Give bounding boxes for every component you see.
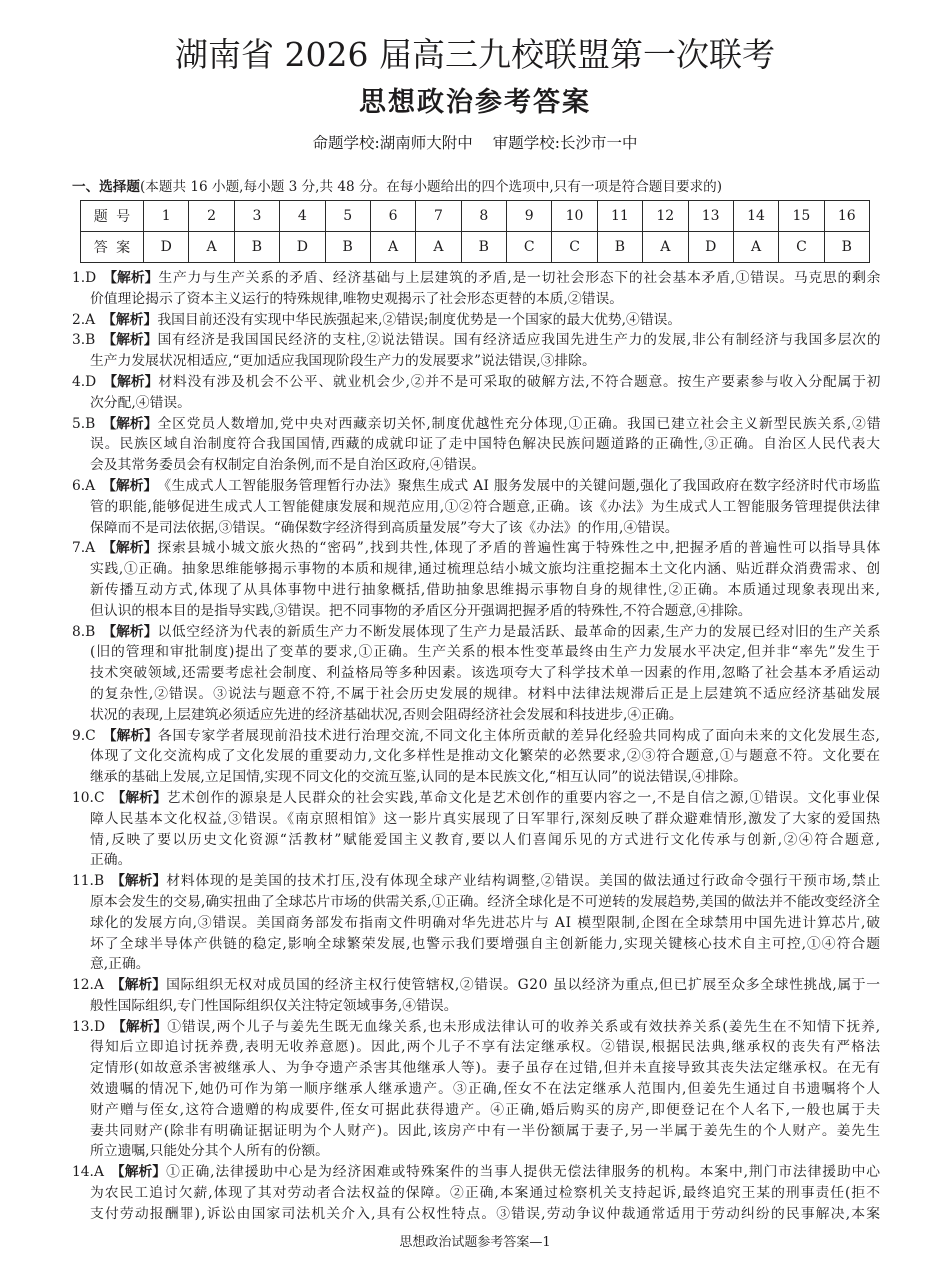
question-number-cell: 7 — [416, 201, 461, 232]
analysis-tag: 【解析】 — [103, 373, 159, 390]
explanation-line — [90, 1183, 880, 1204]
question-answer: A — [85, 311, 96, 328]
explanation-text: (旧的管理和审批制度)提出了变革的要求,①正确。生产关系的根本性变革最终由生产力发展水平决定,但并非“率先”发生于 — [90, 644, 881, 661]
explanation-text: 继承的基础上发展,立足国情,实现不同文化的交流互鉴,认同的是本民族文化,“相互认同”的说法错误,④排除。 — [90, 769, 747, 786]
explanation-line — [90, 351, 880, 372]
explanation-text: ①正确,法律援助中心是为经济困难或特殊案件的当事人提供无偿法律服务的机构。本案中,荆门市法律援助中心 — [166, 1164, 881, 1181]
question-answer: D — [85, 373, 97, 390]
explanation-line — [90, 913, 880, 934]
question-number-cell: 15 — [779, 201, 824, 232]
question-number: 6. — [72, 477, 86, 494]
explanation-item — [72, 414, 880, 476]
explanation-first-line — [72, 310, 880, 331]
explanation-text: 误。民族区域自治制度符合我国国情,西藏的成就印证了走中国特色解决民族问题道路的正确性,③正确。自治区人民代表大 — [90, 436, 881, 453]
analysis-tag: 【解析】 — [103, 270, 159, 286]
explanation-text-box — [157, 310, 880, 331]
answer-cell: A — [370, 232, 415, 263]
explanation-item — [72, 1162, 880, 1224]
explanation-item — [72, 1017, 880, 1163]
question-number: 2. — [72, 311, 86, 328]
explanation-line — [90, 705, 880, 726]
question-number: 14. — [72, 1164, 94, 1181]
explanation-line — [90, 1121, 880, 1142]
explanation-text-box — [157, 476, 880, 497]
explanation-text-box — [158, 268, 880, 289]
explanation-text: 球化的发展方向,③错误。美国商务部发布指南文件明确对华先进芯片与 AI 模型限制,企图在全球禁用中国先进计算芯片,破 — [90, 914, 881, 931]
question-number-cell: 10 — [552, 201, 597, 232]
question-number-cell: 14 — [733, 201, 778, 232]
question-number: 4. — [72, 373, 86, 390]
explanation-first-line — [72, 1162, 880, 1183]
analysis-tag: 【解析】 — [112, 1018, 168, 1035]
question-answer: A — [85, 477, 96, 494]
question-number: 5. — [72, 415, 86, 432]
question-answer: B — [85, 332, 96, 349]
answer-cell: A — [416, 232, 461, 263]
explanation-first-line — [72, 726, 880, 747]
explanation-text: 妻共同财产(除非有明确证据证明为个人财产)。因此,该房产中有一半份额属于妻子,另一半属于姜先生的个人财产。姜先生 — [90, 1122, 881, 1139]
explanation-line — [90, 684, 880, 705]
question-number: 13. — [72, 1018, 94, 1035]
explanation-text-box — [158, 414, 881, 435]
question-label — [72, 538, 95, 559]
analysis-tag: 【解析】 — [110, 1164, 167, 1181]
answer-cell: A — [189, 232, 234, 263]
question-label — [72, 622, 95, 643]
explanation-text: 《生成式人工智能服务管理暂行办法》聚焦生成式 AI 服务发展中的关键问题,强化了我国政府在数字经济时代市场监 — [157, 477, 881, 494]
answer-cell: A — [733, 232, 778, 263]
question-label — [72, 310, 95, 331]
explanation-line — [90, 393, 880, 414]
explanation-text: 全区党员人数增加,党中央对西藏亲切关怀,制度优越性充分体现,①正确。我国已建立社会主义新型民族关系,②错 — [157, 415, 882, 432]
explanation-line — [90, 830, 880, 851]
explanation-item — [72, 726, 880, 788]
question-number: 8. — [72, 623, 86, 640]
explanation-item — [72, 975, 880, 1017]
explanation-text: 状况的表现,上层建筑必须适应先进的经济基础状况,否则会阻碍经济社会发展和科技进步,④正确。 — [90, 706, 683, 723]
explanation-line — [90, 642, 880, 663]
question-label — [72, 788, 105, 809]
explanation-text: 保障而不是司法依据,③错误。“确保数字经济得到高质量发展”夸大了该《办法》的作用,④错误。 — [90, 519, 679, 536]
question-label — [72, 372, 96, 393]
question-answer: A — [93, 1164, 104, 1181]
explanation-text-box — [158, 726, 880, 747]
explanation-text: 技术突破领域,还需要考虑社会制度、利益格局等多种因素。该选项夸大了科学技术单一因素的作用,忽略了社会基本矛盾运动 — [90, 665, 881, 682]
explanation-text: 情,反映了要以历史文化资源“活教材”赋能爱国主义教育,要以人们喜闻乐见的方式进行文化传承与创新,②④符合题意, — [90, 831, 882, 848]
proposing-school: 命题学校:湖南师大附中 — [312, 134, 473, 152]
question-label — [72, 871, 104, 892]
section-label: 一、选择题 — [72, 179, 140, 195]
explanation-line — [90, 518, 880, 539]
answer-cell: B — [597, 232, 642, 263]
document-subtitle: 思想政治参考答案 — [359, 87, 591, 118]
analysis-tag: 【解析】 — [102, 623, 158, 640]
explanation-line — [90, 663, 880, 684]
explanation-text: 般性国际组织,专门性国际组织仅关注特定领域事务,④错误。 — [90, 997, 458, 1014]
answer-cell: B — [461, 232, 506, 263]
explanation-text: 得知后立即追讨抚养费,表明无收养意愿)。因此,两个儿子不享有法定继承权。②错误,根据民法典,继承权的丧失有严格法 — [90, 1039, 882, 1056]
explanation-line — [90, 1037, 880, 1058]
question-number: 7. — [72, 540, 86, 557]
explanation-text-box — [166, 1162, 880, 1183]
explanation-text: 生产力与生产关系的矛盾、经济基础与上层建筑的矛盾,是一切社会形态下的社会基本矛盾,①错误。马克思的剩余 — [158, 270, 882, 286]
explanation-text: 坏了全球半导体产供链的稳定,影响全球繁荣发展,也警示我们要增强自主创新能力,实现关键核心技术自主可控,①④符合题 — [90, 935, 881, 952]
section-note: (本题共 16 小题,每小题 3 分,共 48 分。在每小题给出的四个选项中,只有一项是符合题目要求的) — [139, 179, 723, 195]
explanation-text: 价值理论揭示了资本主义运行的特殊规律,唯物史观揭示了社会形态更替的本质,②错误。 — [90, 290, 624, 307]
explanation-text-box — [158, 622, 881, 643]
analysis-tag: 【解析】 — [102, 477, 158, 494]
explanation-first-line — [72, 372, 880, 393]
question-number-cell: 12 — [643, 201, 688, 232]
explanation-line — [90, 1079, 880, 1100]
explanation-text: 所立遗嘱,只能处分其个人所有的份额。 — [90, 1143, 329, 1160]
question-number-cell: 5 — [325, 201, 370, 232]
question-number-row-label: 题号 — [81, 201, 144, 232]
explanation-text-box — [157, 538, 880, 559]
question-number-cell: 11 — [597, 201, 642, 232]
explanation-text: 正确。 — [90, 852, 132, 869]
explanation-first-line — [72, 268, 880, 289]
explanation-first-line — [72, 1017, 880, 1038]
question-answer: A — [93, 977, 104, 994]
explanation-text: 但认识的根本目的是指导实践,③错误。把不同事物的矛盾区分开强调把握矛盾的特殊性,不符合题意,④排除。 — [90, 602, 752, 619]
explanation-line — [90, 934, 880, 955]
explanation-text: 意,正确。 — [90, 956, 150, 973]
analysis-tag: 【解析】 — [110, 977, 167, 994]
question-label — [72, 1162, 104, 1183]
answer-row — [81, 232, 870, 263]
explanation-item — [72, 372, 880, 414]
explanation-item — [72, 476, 880, 538]
explanation-line — [90, 497, 880, 518]
explanation-text: 国有经济是我国国民经济的支柱,②说法错误。国有经济适应我国先进生产力的发展,非公有制经济与我国多层次的 — [157, 332, 882, 349]
explanation-text: 效遗嘱的情况下,她仍可作为第一顺序继承人继承遗产。③正确,侄女不在法定继承人范围内,但姜先生通过自书遗嘱将个人 — [90, 1081, 882, 1098]
answer-cell: B — [824, 232, 869, 263]
question-number-row — [81, 201, 870, 232]
question-number: 3. — [72, 332, 86, 349]
exam-title: 湖南省 2026 届高三九校联盟第一次联考 — [175, 35, 775, 74]
explanation-line — [90, 1100, 880, 1121]
explanation-line — [90, 767, 880, 788]
explanation-text-box — [167, 788, 880, 809]
explanation-first-line — [72, 788, 880, 809]
question-answer: B — [93, 873, 105, 890]
explanation-text: 体现了文化交流构成了文化发展的重要动力,文化多样性是推动文化繁荣的必然要求,②③符合题意,①与题意不符。文化要在 — [90, 748, 881, 765]
explanation-item — [72, 538, 880, 621]
explanation-text: 实践,①正确。抽象思维能够揭示事物的本质和规律,通过梳理总结小城文旅均注重挖掘本土文化内涵、贴近群众消费需求、创 — [90, 561, 881, 578]
answer-cell: C — [552, 232, 597, 263]
explanation-text: 探索县城小城文旅火热的“密码”,找到共性,体现了矛盾的普遍性寓于特殊性之中,把握矛盾的普遍性可以指导具体 — [157, 540, 882, 557]
explanation-first-line — [72, 975, 880, 996]
question-label — [72, 476, 95, 497]
question-number-cell: 1 — [144, 201, 189, 232]
school-credits — [0, 133, 950, 153]
explanation-line — [90, 559, 880, 580]
analysis-tag: 【解析】 — [102, 415, 158, 432]
explanation-text-box — [167, 1017, 880, 1038]
section-heading — [72, 177, 892, 197]
explanation-text: 各国专家学者展现前沿技术进行治理交流,不同文化主体所贡献的差异化经验共同构成了面向未来的文化发展生态, — [157, 727, 881, 744]
answer-cell: C — [507, 232, 552, 263]
explanation-text: 次分配,④错误。 — [90, 394, 191, 411]
explanation-line — [90, 809, 880, 830]
explanation-text: 为农民工追讨欠薪,体现了其对劳动者合法权益的保障。②正确,本案通过检察机关支持起诉,最终追究王某的刑事责任(拒不 — [90, 1185, 881, 1202]
explanation-text: 管的职能,能够促进生成式人工智能健康发展和规范应用,①②符合题意,正确。该《办法》为生成式人工智能服务管理提供法律 — [90, 498, 881, 515]
explanation-text: 会及其常务委员会有权制定自治条例,而不是自治区政府,④错误。 — [90, 457, 486, 474]
explanation-first-line — [72, 330, 880, 351]
explanation-first-line — [72, 622, 880, 643]
explanation-line — [90, 1204, 880, 1225]
question-number-cell: 2 — [189, 201, 234, 232]
analysis-tag: 【解析】 — [102, 727, 158, 744]
question-label — [72, 975, 104, 996]
explanation-text-box — [158, 372, 880, 393]
explanation-first-line — [72, 476, 880, 497]
answer-cell: D — [144, 232, 189, 263]
page-footer: 思想政治试题参考答案—1 — [399, 1235, 551, 1250]
explanation-text: 定情形(如故意杀害被继承人、为争夺遗产杀害其他继承人等)。妻子虽存在过错,但并未直接导致其丧失法定继承权。在无有 — [90, 1060, 881, 1077]
explanation-item — [72, 330, 880, 372]
question-number-cell: 6 — [370, 201, 415, 232]
question-number-cell: 13 — [688, 201, 733, 232]
question-number: 12. — [72, 977, 94, 994]
answer-row-label: 答案 — [81, 232, 144, 263]
explanation-first-line — [72, 538, 880, 559]
answer-cell: B — [325, 232, 370, 263]
explanation-text: 以低空经济为代表的新质生产力不断发展体现了生产力是最活跃、最革命的因素,生产力的发展已经对旧的生产关系 — [157, 623, 882, 640]
explanation-text: 材料没有涉及机会不公平、就业机会少,②并不是可采取的破解方法,不符合题意。按生产要素参与收入分配属于初 — [158, 373, 882, 390]
explanation-first-line — [72, 871, 880, 892]
explanation-item — [72, 268, 880, 310]
explanation-text: 障人民基本文化权益,③错误。《南京照相馆》这一影片真实展现了日军罪行,深刻反映了群众避难情形,激发了大家的爱国热 — [90, 810, 881, 827]
explanation-text: 国际组织无权对成员国的经济主权行使管辖权,②错误。G20 虽以经济为重点,但已扩展至众多全球性挑战,属于一 — [166, 977, 881, 994]
question-answer: A — [85, 540, 96, 557]
explanation-text: 的复杂性,②错误。③说法与题意不符,不属于社会历史发展的规律。材料中法律法规滞后正是上层建筑不适应经济基础发展 — [90, 685, 881, 702]
question-answer: B — [85, 415, 96, 432]
explanation-text: 艺术创作的源泉是人民群众的社会实践,革命文化是艺术创作的重要内容之一,不是自信之源,①错误。文化事业保 — [166, 789, 881, 806]
explanation-line — [90, 892, 880, 913]
explanation-line — [90, 850, 880, 871]
answer-cell: D — [280, 232, 325, 263]
question-number-cell: 16 — [824, 201, 869, 232]
answer-table — [80, 200, 870, 263]
explanation-line — [90, 434, 880, 455]
explanation-first-line — [72, 414, 880, 435]
explanation-text: 财产赠与侄女,这符合遗赠的构成要件,侄女可据此获得遗产。④正确,婚后购买的房产,即便登记在个人名下,一般也属于夫 — [90, 1101, 882, 1118]
question-label — [72, 330, 95, 351]
analysis-tag: 【解析】 — [111, 789, 167, 806]
analysis-tag: 【解析】 — [102, 540, 158, 557]
explanation-line — [90, 996, 880, 1017]
explanation-text-box — [166, 871, 880, 892]
question-number: 11. — [72, 873, 94, 890]
explanation-text: 我国目前还没有实现中华民族强起来,②错误;制度优势是一个国家的最大优势,④错误。 — [157, 311, 682, 328]
answer-cell: C — [779, 232, 824, 263]
explanation-line — [90, 601, 880, 622]
explanation-text-box — [166, 975, 880, 996]
question-answer: C — [93, 789, 105, 806]
answer-cell: B — [234, 232, 279, 263]
explanation-item — [72, 622, 880, 726]
explanation-line — [90, 1141, 880, 1162]
question-label — [72, 268, 96, 289]
explanation-line — [90, 580, 880, 601]
explanation-line — [90, 954, 880, 975]
answer-cell: A — [643, 232, 688, 263]
analysis-tag: 【解析】 — [111, 873, 167, 890]
explanation-text: 支付劳动报酬罪),诉讼由国家司法机关介入,具有公权性特点。③错误,劳动争议仲裁通常适用于劳动纠纷的民事解决,本案 — [90, 1205, 882, 1222]
answer-cell: D — [688, 232, 733, 263]
explanation-text-box — [158, 330, 881, 351]
explanation-item — [72, 310, 880, 331]
explanation-text: 材料体现的是美国的技术打压,没有体现全球产业结构调整,②错误。美国的做法通过行政命令强行干预市场,禁止 — [166, 873, 882, 890]
explanation-line — [90, 289, 880, 310]
question-answer: D — [93, 1018, 106, 1035]
explanation-text: 生产力发展状况相适应,“更加适应我国现阶段生产力的发展要求”说法错误,③排除。 — [90, 353, 596, 370]
explanation-item — [72, 871, 880, 975]
explanation-text: 新传播互动方式,体现了从具体事物中进行抽象概括,借助抽象思维揭示事物自身的规律性,②正确。本质通过现象表现出来, — [90, 581, 881, 598]
explanation-text: ①错误,两个儿子与姜先生既无血缘关系,也未形成法律认可的收养关系或有效扶养关系(姜先生在不知情下抚养, — [167, 1018, 882, 1035]
question-answer: B — [85, 623, 96, 640]
explanation-line — [90, 1058, 880, 1079]
question-number: 10. — [72, 789, 94, 806]
question-number-cell: 4 — [280, 201, 325, 232]
analysis-tag: 【解析】 — [102, 332, 158, 349]
question-label — [72, 1017, 105, 1038]
explanation-item — [72, 788, 880, 871]
reviewing-school: 审题学校:长沙市一中 — [492, 134, 638, 152]
question-answer: D — [85, 270, 97, 286]
explanations — [72, 268, 880, 1225]
analysis-tag: 【解析】 — [102, 311, 158, 328]
question-label — [72, 414, 95, 435]
question-number-cell: 9 — [507, 201, 552, 232]
explanation-text: 原本会发生的交易,确实扭曲了全球芯片市场的供需关系,①正确。经济全球化是不可逆转的发展趋势,美国的做法并不能改变经济全 — [90, 893, 881, 910]
question-number-cell: 8 — [461, 201, 506, 232]
question-label — [72, 726, 96, 747]
explanation-line — [90, 455, 880, 476]
question-answer: C — [85, 727, 96, 744]
question-number: 1. — [72, 270, 86, 286]
question-number: 9. — [72, 727, 86, 744]
question-number-cell: 3 — [234, 201, 279, 232]
explanation-line — [90, 746, 880, 767]
